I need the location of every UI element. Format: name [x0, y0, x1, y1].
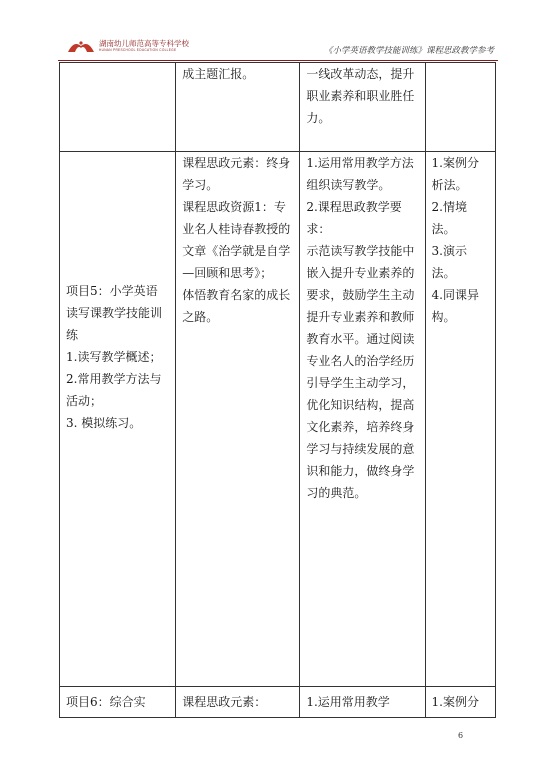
table-cell-project: [60, 152, 176, 687]
cell-text: 2.课程思政教学要求：: [306, 200, 402, 236]
cell-text: 体悟教育名家的成长之路。: [182, 288, 291, 324]
table-cell-project: [60, 687, 176, 718]
school-logo-text: [99, 40, 189, 52]
table-cell-project: [60, 63, 176, 152]
cell-text: 示范读写教学技能中嵌入提升专业素养的要求，鼓励学生主动提升专业素养和教师教育水平。通过阅读专业名人的治学经历引导学生主动学习，优化知识结构，提高文化素养，培养终身学习与持续发展的意识和能力，做终身学习的典范。: [306, 244, 415, 500]
page-header: [58, 38, 498, 61]
table-row: [60, 63, 496, 152]
cell-text: 课程思政元素：终身学习。: [182, 156, 291, 192]
table-row: [60, 687, 496, 718]
cell-text: 课程思政资源1：专业名人桂诗春教授的文章《治学就是自学—回顾和思考》；: [182, 200, 291, 280]
cell-text: 项目5：小学英语读写课教学技能训练: [66, 284, 163, 342]
table-cell-methods: [425, 687, 495, 718]
table-cell-requirements: [300, 152, 425, 687]
school-logo: [66, 40, 189, 54]
table-cell-requirements: [300, 63, 425, 152]
cell-text: 1.案例分: [431, 695, 479, 709]
table-row: [60, 152, 496, 687]
cell-text: 3. 模拟练习。: [66, 416, 142, 430]
table-cell-methods: [425, 63, 495, 152]
cell-text: 成主题汇报。: [182, 67, 255, 81]
cell-text: 4.同课异构。: [431, 288, 479, 324]
cell-text: 1.案例分析法。: [431, 156, 479, 192]
course-table: [59, 62, 496, 718]
cell-text: 1.运用常用教学方法组织读写教学。: [306, 156, 414, 192]
school-name-en: HUNAN PRESCHOOL EDUCATION COLLEGE: [99, 47, 177, 52]
cell-text: 2.常用教学方法与活动；: [66, 372, 162, 408]
table-cell-ideology: [176, 687, 300, 718]
cell-text: 1.运用常用教学: [306, 695, 390, 709]
table-cell-requirements: [300, 687, 425, 718]
page-number: 6: [458, 731, 464, 740]
cell-text: 课程思政元素：: [182, 695, 267, 709]
table-cell-ideology: [176, 152, 300, 687]
cell-text: 1.读写教学概述；: [66, 350, 162, 364]
cell-text: 2.情境法。: [431, 200, 467, 236]
cell-text: 项目6：综合实: [66, 695, 146, 709]
cell-text: 3.演示法。: [431, 244, 467, 280]
cell-text: 一线改革动态，提升职业素养和职业胜任力。: [306, 67, 415, 125]
running-title: 《小学英语教学技能训练》课程思政教学参考: [323, 46, 494, 56]
school-logo-icon: [66, 40, 96, 54]
school-name-cn: 湖南幼儿师范高等专科学校: [99, 39, 189, 48]
table-cell-ideology: [176, 63, 300, 152]
table-cell-methods: [425, 152, 495, 687]
